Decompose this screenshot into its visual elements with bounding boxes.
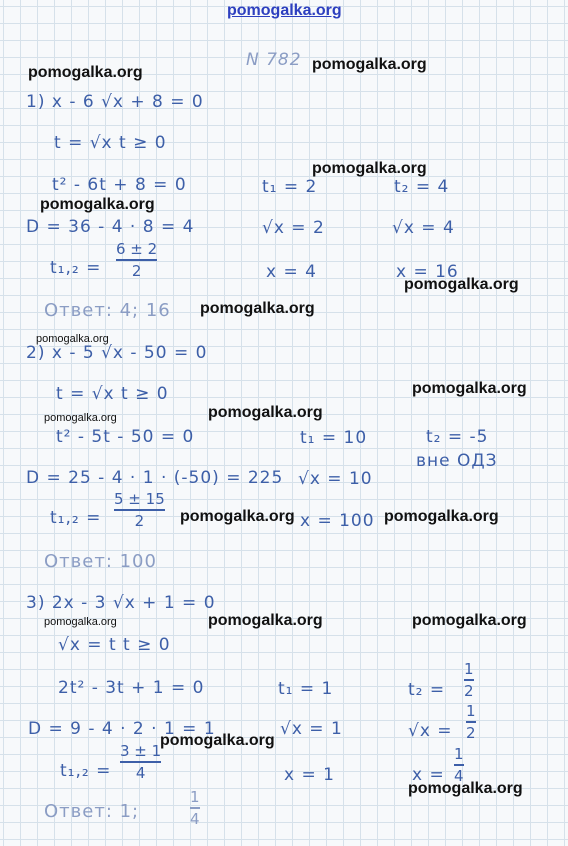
p3-discriminant: D = 9 - 4 · 2 · 1 = 1 [28,719,216,739]
p2-frac-numerator: 5 ± 15 [114,490,165,508]
p1-t-formula-fraction [116,240,157,280]
p1-sqrt-eq-2: √x = 4 [392,218,455,238]
watermark: pomogalka.org [412,380,527,397]
p1-root-t2: t₂ = 4 [394,177,450,197]
p1-frac-numerator: 6 ± 2 [116,240,158,258]
p3-answer-fraction [190,788,200,828]
watermark: pomogalka.org [36,333,109,345]
p1-t-formula-label: t₁,₂ = [50,258,102,278]
watermark: pomogalka.org [208,612,323,629]
p3-root-t2-fraction [464,660,474,700]
p3-sqrt-eq-2-label: √x = [408,721,453,741]
watermark: pomogalka.org [180,508,295,525]
p1-equation: 1) x - 6 √x + 8 = 0 [26,92,204,112]
p2-substitution: t = √x t ≥ 0 [56,384,169,404]
p1-discriminant: D = 36 - 4 · 8 = 4 [26,217,195,237]
problem-number: N 782 [246,50,302,70]
p3-t-formula-fraction [120,742,161,782]
p2-root-t2: t₂ = -5 [426,427,489,447]
watermark: pomogalka.org [384,508,499,525]
p2-equation: 2) x - 5 √x - 50 = 0 [26,343,208,363]
p3-ans-denominator: 4 [190,809,200,828]
p1-x1: x = 4 [266,262,317,282]
p2-root-t1: t₁ = 10 [300,428,368,448]
p3-x2-denominator: 4 [454,766,464,785]
p3-root-t1: t₁ = 1 [278,679,334,699]
p2-outside-domain: вне ОДЗ [416,451,498,471]
watermark: pomogalka.org [160,732,275,749]
p3-answer: Ответ: 1; [44,801,140,822]
p2-sqrt-eq: √x = 10 [298,469,373,489]
p1-sqrt-eq-1: √x = 2 [262,218,325,238]
p3-frac-denominator: 4 [135,763,146,782]
p1-root-t1: t₁ = 2 [262,177,318,197]
p2-t-formula-fraction [114,490,165,530]
p1-answer: Ответ: 4; 16 [44,300,171,321]
p3-quadratic: 2t² - 3t + 1 = 0 [58,678,205,698]
watermark-top[interactable]: pomogalka.org [227,2,342,19]
p2-quadratic: t² - 5t - 50 = 0 [56,427,195,447]
fraction-bar [116,259,157,261]
p3-t2-denominator: 2 [464,681,474,700]
p3-x2-numerator: 1 [454,745,464,763]
fraction-bar [454,764,464,766]
p2-t-formula-label: t₁,₂ = [50,508,102,528]
p3-root-t2-label: t₂ = [408,680,446,700]
fraction-bar [464,679,474,681]
p3-t-formula-label: t₁,₂ = [60,761,112,781]
p3-substitution: √x = t t ≥ 0 [58,635,171,655]
p3-equation: 3) 2x - 3 √x + 1 = 0 [26,593,216,613]
watermark: pomogalka.org [408,780,523,797]
p1-frac-denominator: 2 [131,261,142,280]
fraction-bar [190,807,200,809]
watermark: pomogalka.org [312,160,427,177]
p3-frac-numerator: 3 ± 1 [120,742,162,760]
p1-quadratic: t² - 6t + 8 = 0 [52,175,187,195]
fraction-bar [120,761,161,763]
p1-x2: x = 16 [396,262,459,282]
watermark: pomogalka.org [200,300,315,317]
p1-substitution: t = √x t ≥ 0 [54,133,167,153]
p2-answer: Ответ: 100 [44,551,157,572]
p3-x2-fraction [454,745,464,785]
p3-r2-numerator: 1 [466,702,476,720]
p3-r2-denominator: 2 [466,723,476,742]
p3-x1: x = 1 [284,765,335,785]
watermark: pomogalka.org [404,276,519,293]
fraction-bar [466,721,476,723]
watermark: pomogalka.org [412,612,527,629]
fraction-bar [114,509,165,511]
p3-x2-label: x = [412,765,445,785]
watermark: pomogalka.org [312,56,427,73]
watermark: pomogalka.org [208,404,323,421]
p3-sqrt-eq-1: √x = 1 [280,719,343,739]
p3-sqrt-eq-2-fraction [466,702,476,742]
watermark: pomogalka.org [44,412,117,424]
p2-x1: x = 100 [300,511,375,531]
watermark: pomogalka.org [44,616,117,628]
p2-frac-denominator: 2 [134,511,145,530]
p3-ans-numerator: 1 [190,788,200,806]
p3-t2-numerator: 1 [464,660,474,678]
p2-discriminant: D = 25 - 4 · 1 · (-50) = 225 [26,468,284,488]
watermark: pomogalka.org [28,64,143,81]
watermark: pomogalka.org [40,196,155,213]
